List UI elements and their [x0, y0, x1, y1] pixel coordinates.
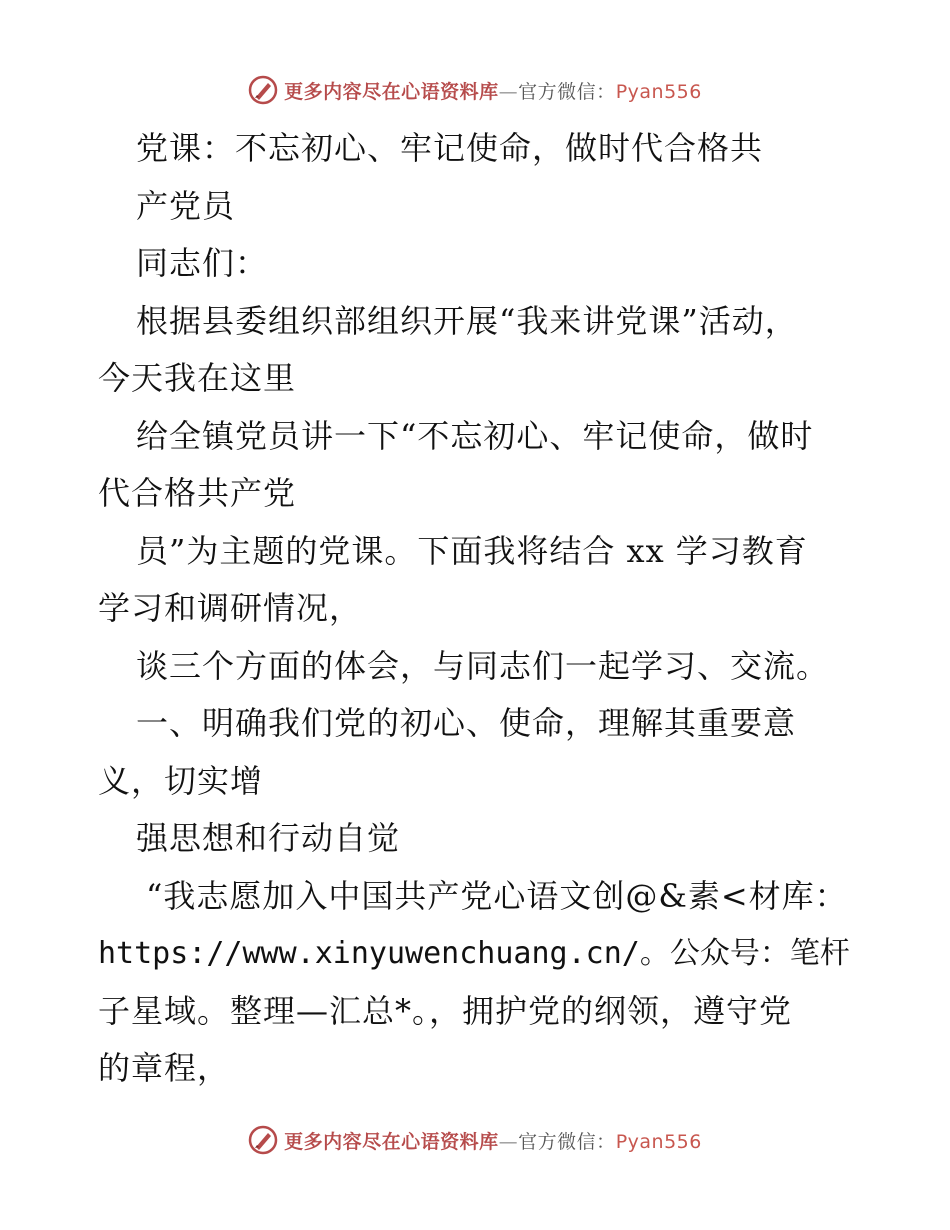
doc-title-line-2: 产党员: [136, 186, 236, 225]
banner-lead: 更多内容尽在心语资料库: [284, 1130, 499, 1153]
banner-wechat-id: Pyan556: [615, 80, 702, 103]
banner-wechat-label: 官方微信：: [518, 1130, 616, 1153]
paragraph-line: 今天我在这里: [98, 359, 297, 397]
url-line: https://www.xinyuwenchuang.cn/。公众号：笔杆: [98, 936, 850, 971]
paragraph-line: 代合格共产党: [98, 474, 297, 512]
banner-wechat-label: 官方微信：: [518, 80, 616, 103]
section-heading-line-1: 一、明确我们党的初心、使命，理解其重要意: [136, 704, 797, 742]
paragraph-line: “我志愿加入中国共产党心语文创@&素<材库：: [146, 876, 848, 915]
banner-dash: —: [498, 1130, 519, 1153]
section-heading-line-3: 强思想和行动自觉: [136, 819, 401, 857]
paragraph-line: 谈三个方面的体会，与同志们一起学习、交流。: [136, 646, 830, 685]
pen-logo-icon: [248, 75, 278, 105]
doc-title-line-1: 党课：不忘初心、牢记使命，做时代合格共: [136, 129, 764, 167]
paragraph-line: 员”为主题的党课。下面我将结合 xx 学习教育: [136, 531, 808, 570]
banner-text: [284, 1127, 702, 1154]
banner-lead: 更多内容尽在心语资料库: [284, 80, 499, 103]
paragraph-line: 给全镇党员讲一下“不忘初心、牢记使命，做时: [136, 416, 814, 455]
banner-text: [284, 77, 702, 104]
section-heading-line-2: 义，切实增: [98, 761, 264, 800]
banner-dash: —: [498, 80, 519, 103]
document-body: [98, 120, 858, 1098]
salutation: 同志们：: [136, 244, 269, 282]
paragraph-line: 子星域。整理—汇总*。，拥护党的纲领，遵守党: [98, 991, 793, 1030]
paragraph-line: 的章程，: [98, 1049, 231, 1087]
pen-logo-icon: [248, 1125, 278, 1155]
paragraph-line: 学习和调研情况，: [98, 589, 363, 627]
banner-wechat-id: Pyan556: [615, 1130, 702, 1153]
header-watermark-banner: [0, 70, 950, 110]
footer-watermark-banner: [0, 1120, 950, 1160]
paragraph-line: 根据县委组织部组织开展“我来讲党课”活动，: [136, 301, 798, 340]
